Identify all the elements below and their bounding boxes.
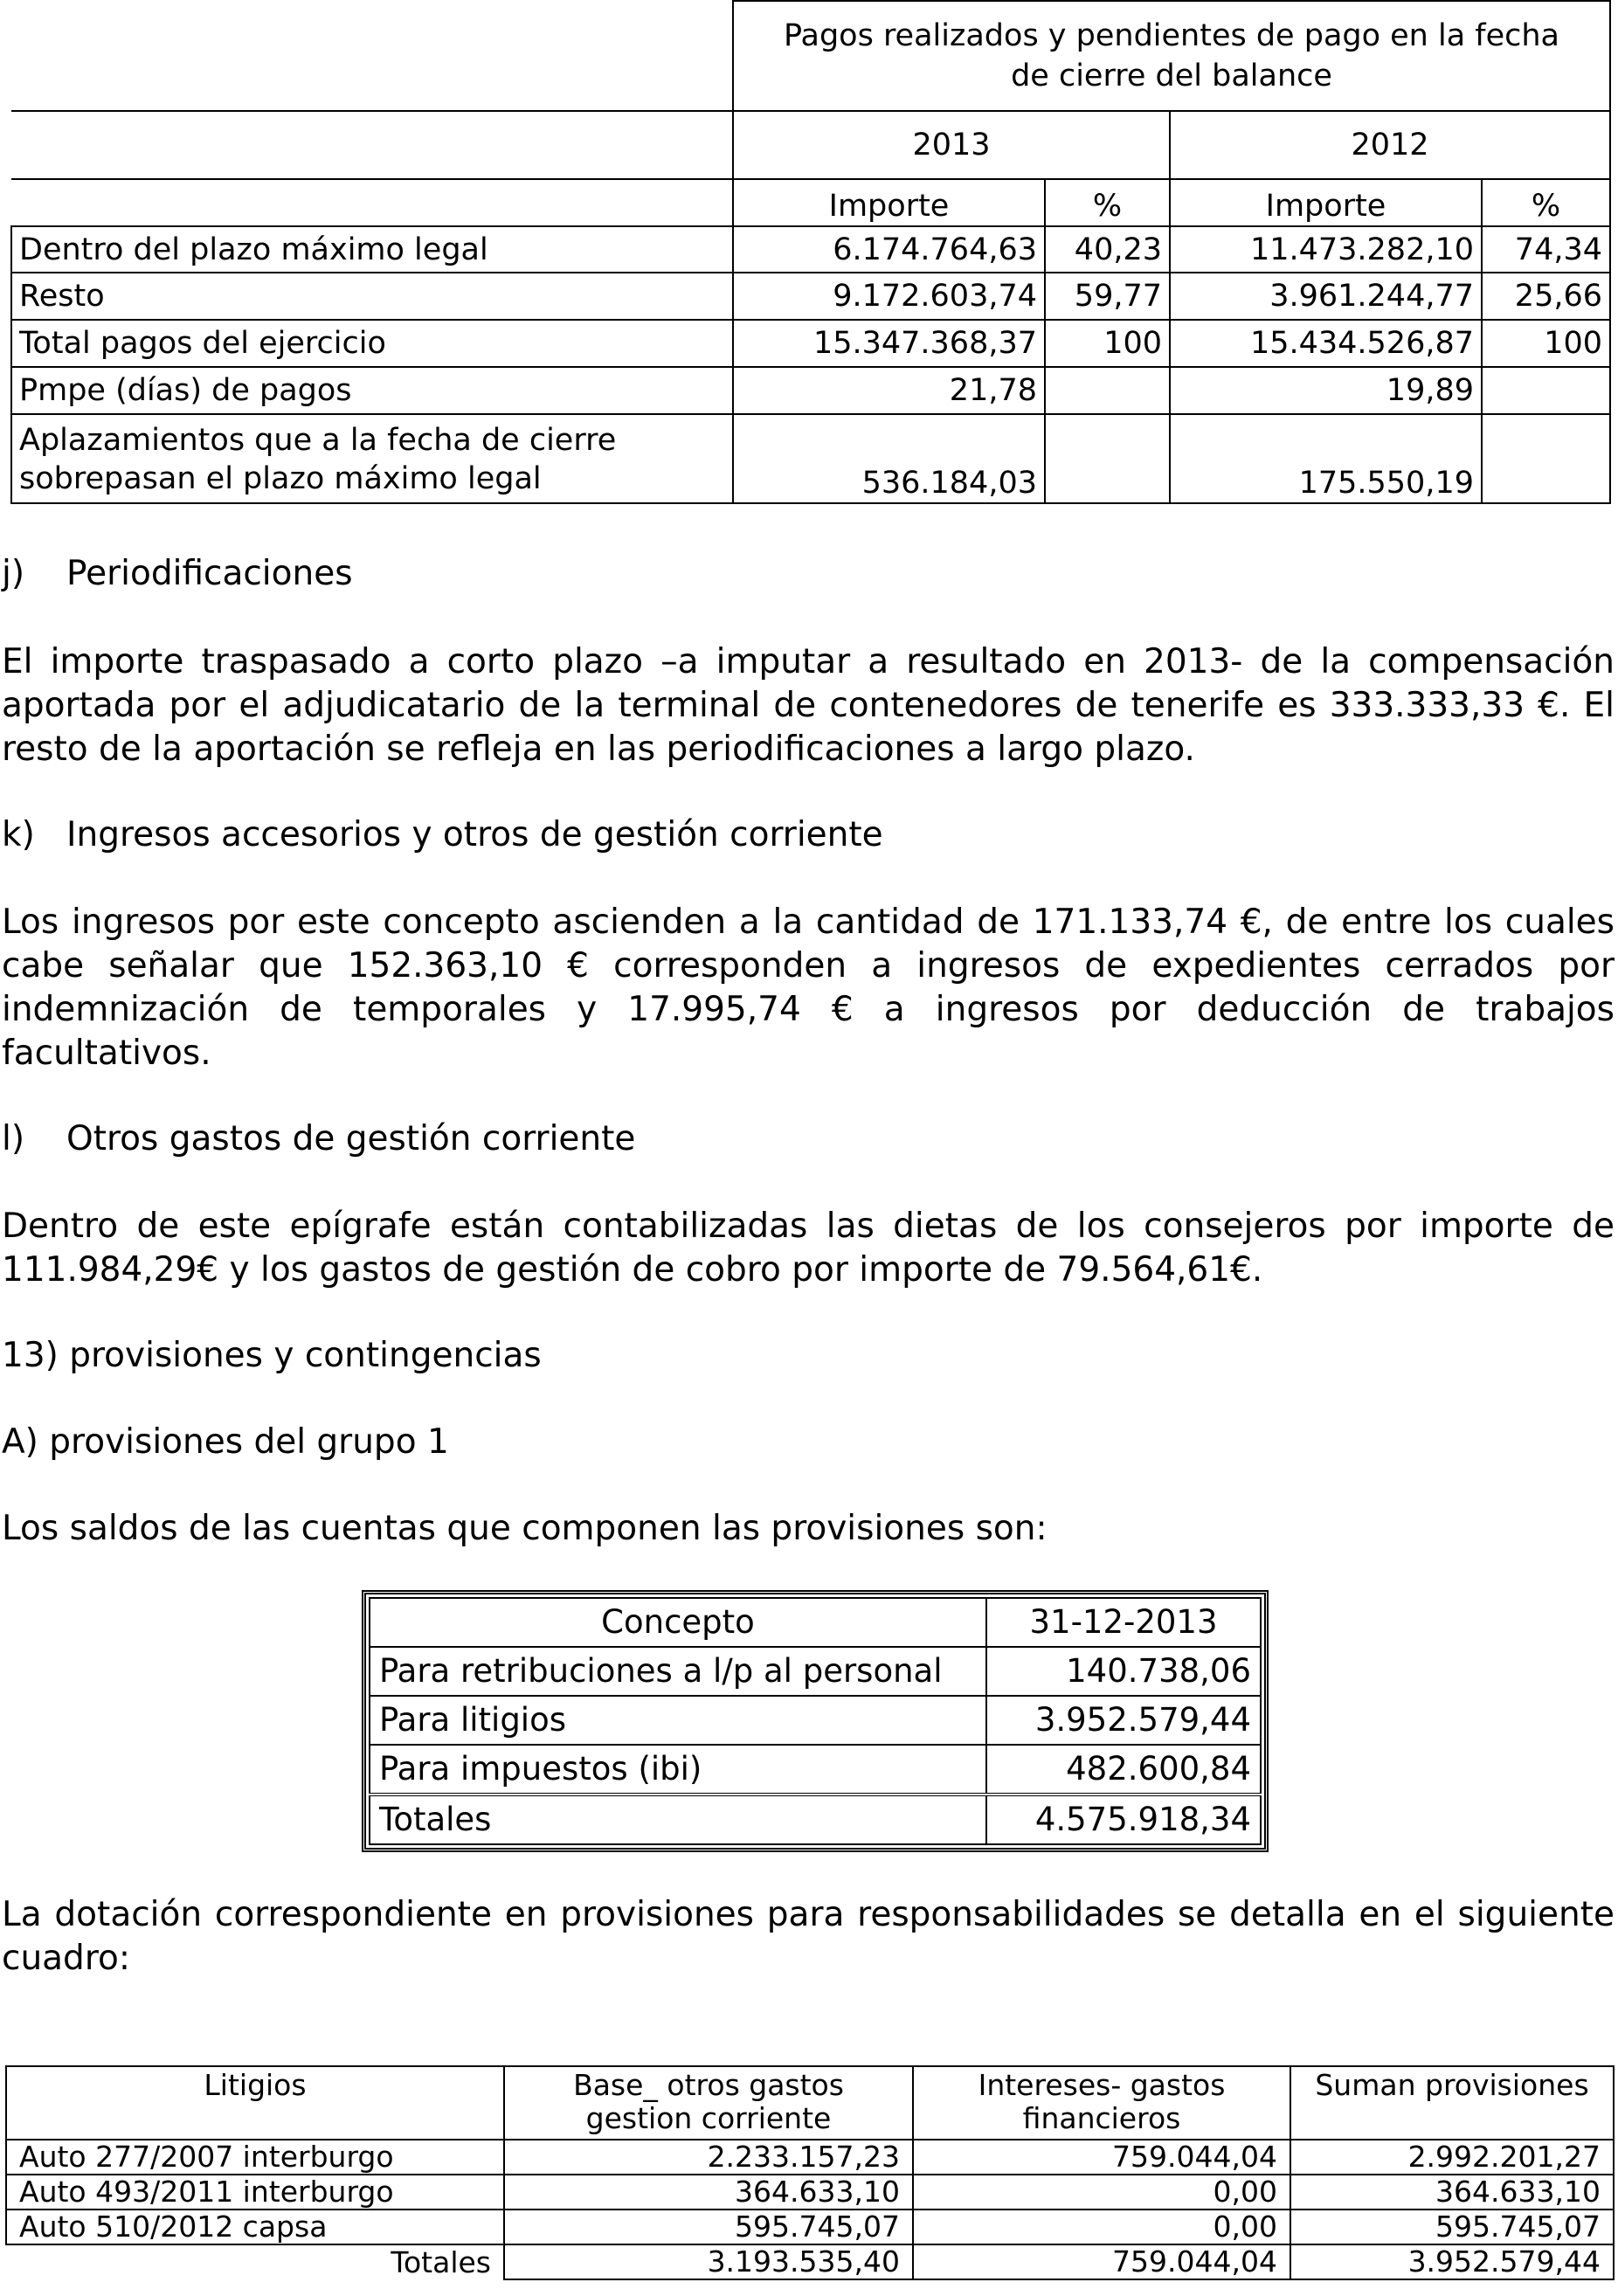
section-k-paragraph: Los ingresos por este concepto ascienden a la cantidad de 171.133,74 €, de entre los cuales cabe señalar que 152.363,10 € corresponden a ingresos de expedientes cerrados por indemnización de temporales y 17.995,74 € a ingresos por deducción de trabajos facultativos.: [2, 902, 1615, 1073]
importe-2012: 19,89: [1170, 367, 1482, 414]
blank-cell: [11, 179, 733, 226]
suma-cell: 595.745,07: [1290, 2210, 1614, 2244]
total-row: [370, 1795, 1261, 1844]
section-j-paragraph: El importe traspasado a corto plazo –a imputar a resultado en 2013- de la compensación aportada por el adjudicatario de la terminal de contenedores de tenerife es 333.333,33 €. El resto de la aportación se refleja en las periodificaciones a largo plazo.: [2, 642, 1615, 769]
suma-header: Suman provisiones: [1290, 2066, 1614, 2140]
pct-2013: 40,23: [1045, 226, 1170, 273]
pct-2013: 100: [1045, 320, 1170, 367]
pct-2013-header: %: [1045, 179, 1170, 226]
section-title: Ingresos accesorios y otros de gestión corriente: [66, 815, 883, 854]
importe-2013: 9.172.603,74: [733, 273, 1045, 320]
row-label-line: Aplazamientos que a la fecha de cierre: [19, 423, 617, 458]
section-l-heading: [2, 1117, 635, 1161]
provisions-table: [369, 1597, 1262, 1845]
concept-cell: Para impuestos (ibi): [370, 1745, 986, 1795]
pct-2013: [1045, 414, 1170, 503]
litigio-name: Auto 493/2011 interburgo: [6, 2175, 504, 2210]
header-line: financieros: [1022, 2101, 1181, 2135]
pct-2012: [1482, 367, 1610, 414]
total-value: 4.575.918,34: [986, 1795, 1261, 1844]
year-2012-header: 2012: [1170, 111, 1610, 179]
table-row: [11, 273, 1610, 320]
blank-cell: [11, 111, 733, 179]
total-intereses: 759.044,04: [913, 2244, 1290, 2279]
intereses-header: [913, 2066, 1290, 2140]
section-title: Periodificaciones: [66, 554, 353, 593]
section-13-heading: 13) provisiones y contingencias: [2, 1336, 542, 1375]
importe-2012: 175.550,19: [1170, 414, 1482, 503]
pct-2012: 25,66: [1482, 273, 1610, 320]
base-cell: 595.745,07: [504, 2210, 913, 2244]
total-label: Totales: [370, 1795, 986, 1844]
section-k-heading: [2, 813, 883, 857]
row-label: Pmpe (días) de pagos: [11, 367, 733, 414]
section-label: k): [2, 815, 35, 854]
table-row: [6, 2140, 1614, 2175]
section-a-heading: A) provisiones del grupo 1: [2, 1422, 449, 1462]
row-label: [11, 414, 733, 503]
header-line: Intereses- gastos: [978, 2068, 1226, 2102]
table-row: [370, 1696, 1261, 1745]
importe-2013: 21,78: [733, 367, 1045, 414]
payments-table: [10, 0, 1611, 504]
table-row: [11, 320, 1610, 367]
section-l-paragraph: Dentro de este epígrafe están contabilizadas las dietas de los consejeros por importe de 111.984,29€ y los gastos de gestión de cobro por importe de 79.564,61€.: [2, 1207, 1615, 1290]
table-row: [11, 367, 1610, 414]
litigio-name: Auto 510/2012 capsa: [6, 2210, 504, 2244]
importe-2013-header: Importe: [733, 179, 1045, 226]
dotacion-paragraph: La dotación correspondiente en provisiones para responsabilidades se detalla en el siguiente cuadro:: [2, 1895, 1615, 1978]
row-label: Dentro del plazo máximo legal: [11, 226, 733, 273]
concept-header: Concepto: [370, 1598, 986, 1647]
header-line: gestion corriente: [585, 2101, 832, 2135]
table-header-row: [370, 1598, 1261, 1647]
base-header: [504, 2066, 913, 2140]
section-label: j): [2, 554, 25, 593]
intro-saldos: Los saldos de las cuentas que componen las provisiones son:: [2, 1509, 1048, 1548]
section-j-heading: [2, 552, 353, 596]
table-row: [6, 2175, 1614, 2210]
payments-table-header: Pagos realizados y pendientes de pago en la fecha de cierre del balance: [733, 1, 1610, 111]
value-cell: 3.952.579,44: [986, 1696, 1261, 1745]
concept-cell: Para retribuciones a l/p al personal: [370, 1647, 986, 1696]
concept-cell: Para litigios: [370, 1696, 986, 1745]
litigio-name: Auto 277/2007 interburgo: [6, 2140, 504, 2175]
table-row: [370, 1745, 1261, 1795]
suma-cell: 364.633,10: [1290, 2175, 1614, 2210]
section-title: Otros gastos de gestión corriente: [66, 1119, 636, 1158]
intereses-cell: 759.044,04: [913, 2140, 1290, 2175]
pct-2012: 100: [1482, 320, 1610, 367]
total-suma: 3.952.579,44: [1290, 2244, 1614, 2279]
provisions-table-frame: [362, 1590, 1269, 1852]
date-header: 31-12-2013: [986, 1598, 1261, 1647]
importe-2013: 15.347.368,37: [733, 320, 1045, 367]
pct-2012: [1482, 414, 1610, 503]
total-label: Totales: [6, 2244, 504, 2279]
pct-2012-header: %: [1482, 179, 1610, 226]
value-cell: 482.600,84: [986, 1745, 1261, 1795]
blank-cell: [11, 1, 733, 111]
row-label-line: sobrepasan el plazo máximo legal: [19, 461, 542, 496]
table-row: [6, 2210, 1614, 2244]
row-label: Resto: [11, 273, 733, 320]
suma-cell: 2.992.201,27: [1290, 2140, 1614, 2175]
total-base: 3.193.535,40: [504, 2244, 913, 2279]
table-row: [370, 1647, 1261, 1696]
pct-2013: [1045, 367, 1170, 414]
base-cell: 364.633,10: [504, 2175, 913, 2210]
base-cell: 2.233.157,23: [504, 2140, 913, 2175]
importe-2013: 6.174.764,63: [733, 226, 1045, 273]
table-row: [11, 226, 1610, 273]
total-row: [6, 2244, 1614, 2279]
header-line: Base_ otros gastos: [573, 2068, 844, 2102]
importe-2012-header: Importe: [1170, 179, 1482, 226]
pct-2012: 74,34: [1482, 226, 1610, 273]
intereses-cell: 0,00: [913, 2210, 1290, 2244]
table-row: [11, 414, 1610, 503]
section-label: l): [2, 1119, 25, 1158]
value-cell: 140.738,06: [986, 1647, 1261, 1696]
intereses-cell: 0,00: [913, 2175, 1290, 2210]
importe-2012: 3.961.244,77: [1170, 273, 1482, 320]
importe-2012: 15.434.526,87: [1170, 320, 1482, 367]
litigios-header: Litigios: [6, 2066, 504, 2140]
row-label: Total pagos del ejercicio: [11, 320, 733, 367]
importe-2012: 11.473.282,10: [1170, 226, 1482, 273]
year-2013-header: 2013: [733, 111, 1170, 179]
table-header-row: [6, 2066, 1614, 2140]
importe-2013: 536.184,03: [733, 414, 1045, 503]
pct-2013: 59,77: [1045, 273, 1170, 320]
litigios-table: [5, 2065, 1615, 2280]
